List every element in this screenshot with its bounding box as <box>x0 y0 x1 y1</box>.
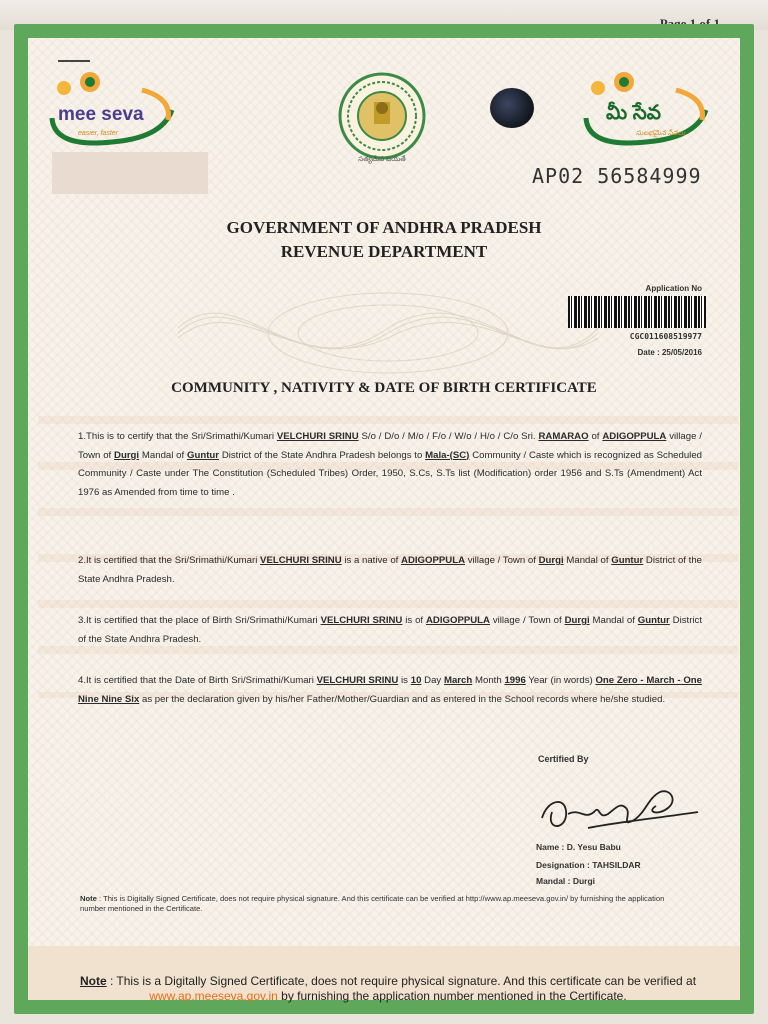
signature-image <box>528 768 708 838</box>
certificate-body <box>28 38 740 1003</box>
department-heading: REVENUE DEPARTMENT <box>280 242 488 261</box>
certificate-title: COMMUNITY , NATIVITY & DATE OF BIRTH CERTIFICATE <box>171 380 597 396</box>
mandal-name: Durgi <box>564 615 590 626</box>
paragraph-nativity <box>78 552 702 589</box>
text: as per the declaration given by his/her Father/Mother/Guardian and as entered in the School records where he/she studied. <box>139 693 666 705</box>
footer-note <box>58 974 718 1004</box>
meeseva-logo-tagline: easier, faster <box>78 130 119 137</box>
paragraph-birth-place <box>78 612 702 649</box>
holder-name: VELCHURI SRINU <box>276 431 359 442</box>
footer-note-text: : This is a Digitally Signed Certificate, does not require physical signature. And this certificate can be verified at <box>106 974 697 988</box>
district-name: Guntur <box>187 449 219 461</box>
signatory-designation: Designation : TAHSILDAR <box>536 860 641 870</box>
text: is of <box>402 615 426 626</box>
text: 4.It is certified that the Date of Birth Sri/Srimathi/Kumari <box>78 675 317 686</box>
hologram-icon <box>490 88 534 128</box>
certificate-border <box>14 24 754 1014</box>
corner-mark <box>58 60 90 62</box>
text: Year (in words) <box>525 675 596 686</box>
mandal-name: Durgi <box>114 449 140 461</box>
text: District of the State Andhra Pradesh belongs to <box>219 449 426 461</box>
state-emblem <box>334 72 430 168</box>
text: S/o / D/o / M/o / F/o / W/o / H/o / C/o Sri. <box>358 431 539 442</box>
paragraph-community <box>78 428 702 502</box>
redacted-area <box>52 152 208 194</box>
certified-by-label: Certified By <box>538 754 589 764</box>
text: District of the State Andhra Pradesh. <box>78 555 702 585</box>
meeseva-logo-telugu <box>576 68 710 150</box>
holder-name: VELCHURI SRINU <box>316 675 399 686</box>
birth-date-words: One Zero - March - One Nine Nine Six <box>78 675 702 705</box>
certificate-number: AP02 56584999 <box>532 164 702 188</box>
text: village / Town of <box>78 431 702 461</box>
text: 1.This is to certify that the Sri/Srimathi/Kumari <box>78 431 277 442</box>
father-name: RAMARAO <box>538 431 589 442</box>
text: is <box>398 675 411 686</box>
emblem-caption: సత్యమేవ జయతే <box>358 156 406 163</box>
footer-note-label: Note <box>79 974 107 988</box>
guilloche-pattern <box>178 278 598 388</box>
application-number-label: Application No <box>645 284 702 293</box>
birth-day: 10 <box>410 675 422 686</box>
birth-year: 1996 <box>504 675 526 686</box>
application-date: Date : 25/05/2016 <box>637 348 702 357</box>
birth-month: March <box>443 675 473 686</box>
village-name: ADIGOPPULA <box>401 555 465 566</box>
barcode-icon <box>568 296 706 328</box>
village-name: ADIGOPPULA <box>426 615 490 626</box>
district-name: Guntur <box>611 555 644 566</box>
text: Day <box>421 675 444 686</box>
text: of <box>588 431 603 442</box>
text: Mandal of <box>589 615 638 626</box>
holder-name: VELCHURI SRINU <box>320 615 403 626</box>
text: Community / Caste which is recognized as Scheduled Community / Caste under The Constitution (Scheduled Tribes) Order, 1950, S.Cs, S.Ts list (Modification) order 1956 and S.Ts (Amendment) Act 1976 as Amended from time to time . <box>78 449 702 498</box>
application-number: CGC011608519977 <box>629 332 702 341</box>
meeseva-logo-name: mee seva <box>58 104 144 125</box>
text: village / Town of <box>465 555 539 566</box>
state-seal-icon <box>334 72 430 168</box>
text: Month <box>472 675 505 686</box>
holder-name: VELCHURI SRINU <box>260 555 342 566</box>
text: village / Town of <box>489 615 565 626</box>
note-label: Note <box>80 894 97 903</box>
signatory-mandal: Mandal : Durgi <box>536 876 596 886</box>
text: Mandal of <box>563 555 612 566</box>
text: 2.It is certified that the Sri/Srimathi/Kumari <box>78 555 261 566</box>
meeseva-logo-english <box>42 68 176 150</box>
signatory-name: Name : D. Yesu Babu <box>536 842 621 852</box>
text: 3.It is certified that the place of Birth Sri/Srimathi/Kumari <box>78 615 321 626</box>
caste-name: Mala-(SC) <box>425 449 470 461</box>
text: is a native of <box>341 555 402 566</box>
footer-link[interactable]: www.ap.meeseva.gov.in <box>149 989 278 1003</box>
paragraph-date-of-birth <box>78 672 702 709</box>
district-name: Guntur <box>637 615 670 626</box>
meeseva-logo-tagline-telugu: సులభమైన సేవలు <box>636 130 686 137</box>
note-text: : This is Digitally Signed Certificate, does not require physical signature. And this certificate can be verified at http://www.ap.meeseva.gov.in/ by furnishing the application number mentioned in the Certificate. <box>80 894 665 913</box>
village-name: ADIGOPPULA <box>602 431 667 442</box>
meeseva-logo-name-telugu: మీ సేవ <box>606 102 661 124</box>
text: Mandal of <box>139 449 188 461</box>
text: District of the State Andhra Pradesh. <box>78 615 702 645</box>
certificate-note <box>80 894 680 914</box>
government-heading: GOVERNMENT OF ANDHRA PRADESH <box>226 218 542 237</box>
mandal-name: Durgi <box>538 555 564 566</box>
footer-note-text-end: by furnishing the application number mentioned in the Certificate. <box>277 989 627 1003</box>
